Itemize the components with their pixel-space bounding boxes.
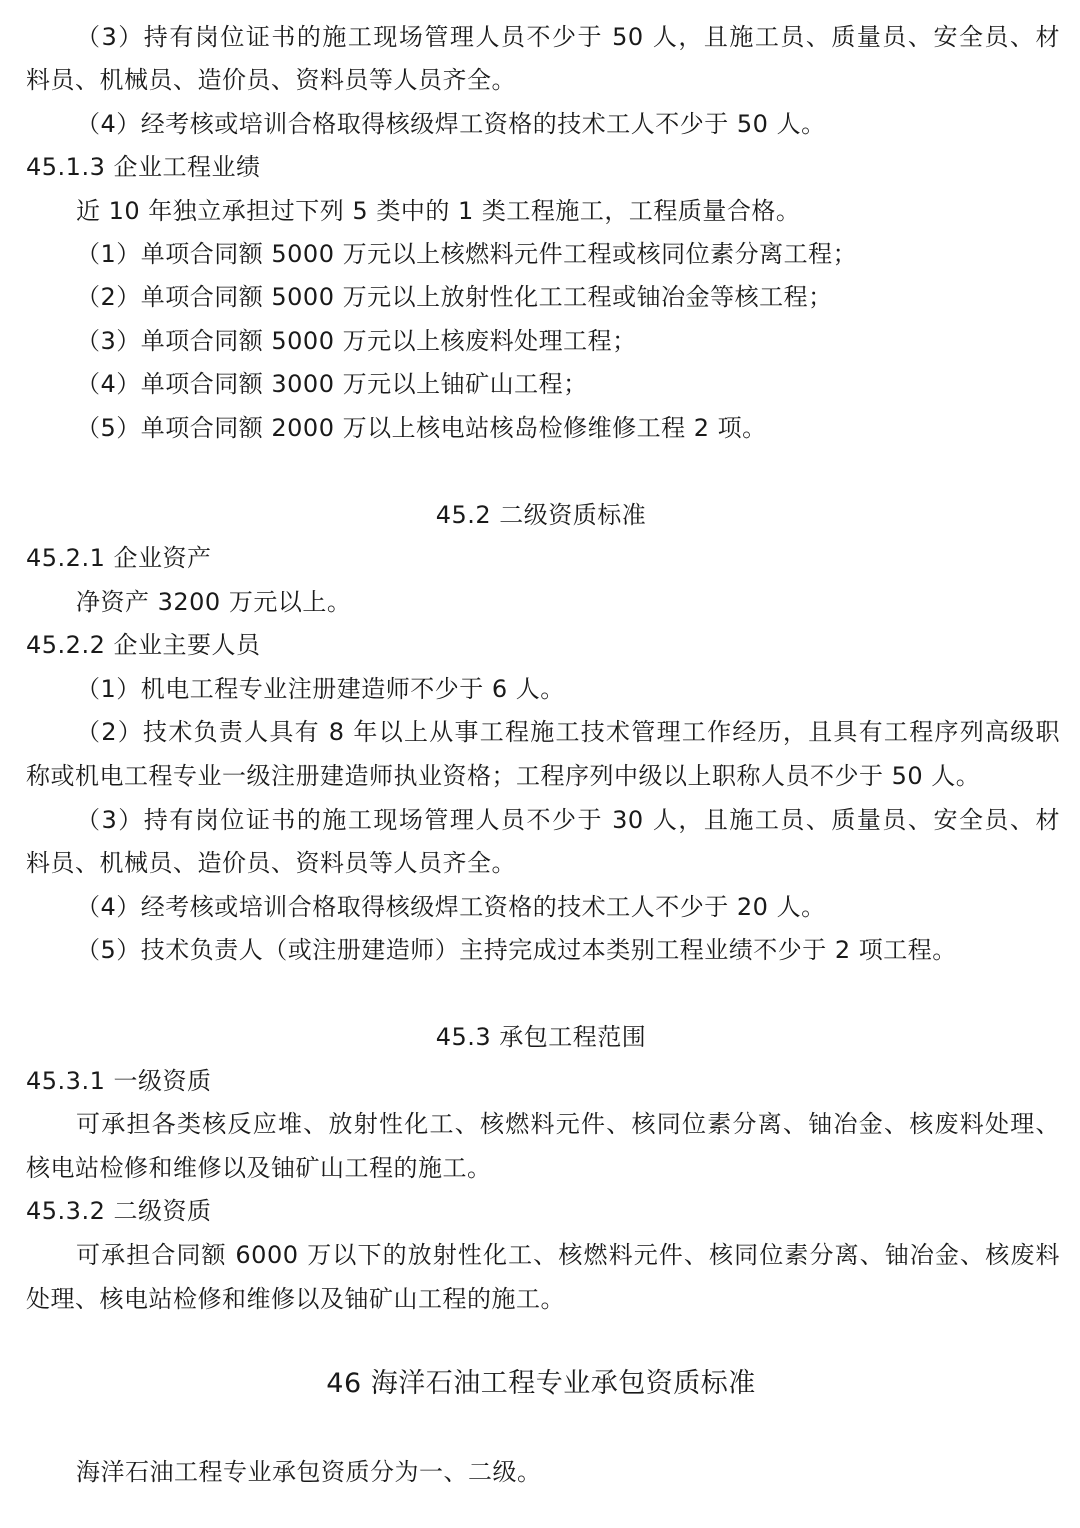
paragraph-line: 处理、核电站检修和维修以及铀矿山工程的施工。 <box>26 1285 565 1313</box>
list-item: （4）经考核或培训合格取得核级焊工资格的技术工人不少于 20 人。 <box>76 893 826 921</box>
section-heading: 45.2.1 企业资产 <box>26 544 212 572</box>
subsection-title: 45.2 二级资质标准 <box>435 501 647 529</box>
paragraph-line: （4）经考核或培训合格取得核级焊工资格的技术工人不少于 50 人。 <box>76 110 826 138</box>
paragraph-line: 近 10 年独立承担过下列 5 类中的 1 类工程施工，工程质量合格。 <box>76 197 801 225</box>
list-item: （3）持有岗位证书的施工现场管理人员不少于 30 人，且施工员、质量员、安全员、材 <box>76 806 1060 834</box>
paragraph-line: （3）持有岗位证书的施工现场管理人员不少于 50 人，且施工员、质量员、安全员、材 <box>76 23 1060 51</box>
chapter-title: 46 海洋石油工程专业承包资质标准 <box>326 1368 756 1399</box>
section-heading: 45.3.1 一级资质 <box>26 1067 212 1095</box>
list-item: （1）单项合同额 5000 万元以上核燃料元件工程或核同位素分离工程； <box>76 240 858 268</box>
paragraph-line: 称或机电工程专业一级注册建造师执业资格；工程序列中级以上职称人员不少于 50 人。 <box>26 762 981 790</box>
list-item: （5）单项合同额 2000 万以上核电站核岛检修维修工程 2 项。 <box>76 414 767 442</box>
list-item: （2）单项合同额 5000 万元以上放射性化工工程或铀冶金等核工程； <box>76 283 833 311</box>
list-item: （4）单项合同额 3000 万元以上铀矿山工程； <box>76 370 588 398</box>
section-heading: 45.1.3 企业工程业绩 <box>26 153 261 181</box>
paragraph-line: 净资产 3200 万元以上。 <box>76 588 352 616</box>
subsection-title: 45.3 承包工程范围 <box>435 1023 647 1051</box>
paragraph-line: 料员、机械员、造价员、资料员等人员齐全。 <box>26 66 516 94</box>
paragraph-line: 可承担合同额 6000 万以下的放射性化工、核燃料元件、核同位素分离、铀冶金、核废料 <box>76 1241 1060 1269</box>
list-item: （5）技术负责人（或注册建造师）主持完成过本类别工程业绩不少于 2 项工程。 <box>76 936 957 964</box>
list-item: （3）单项合同额 5000 万元以上核废料处理工程； <box>76 327 637 355</box>
paragraph-line: 可承担各类核反应堆、放射性化工、核燃料元件、核同位素分离、铀冶金、核废料处理、 <box>76 1110 1060 1138</box>
section-heading: 45.3.2 二级资质 <box>26 1197 212 1225</box>
list-item: （2）技术负责人具有 8 年以上从事工程施工技术管理工作经历，且具有工程序列高级职 <box>76 718 1060 746</box>
paragraph-line: 核电站检修和维修以及铀矿山工程的施工。 <box>26 1154 492 1182</box>
list-item: （1）机电工程专业注册建造师不少于 6 人。 <box>76 675 565 703</box>
paragraph-line: 料员、机械员、造价员、资料员等人员齐全。 <box>26 849 516 877</box>
paragraph-line: 海洋石油工程专业承包资质分为一、二级。 <box>76 1458 542 1486</box>
section-heading: 45.2.2 企业主要人员 <box>26 631 261 659</box>
